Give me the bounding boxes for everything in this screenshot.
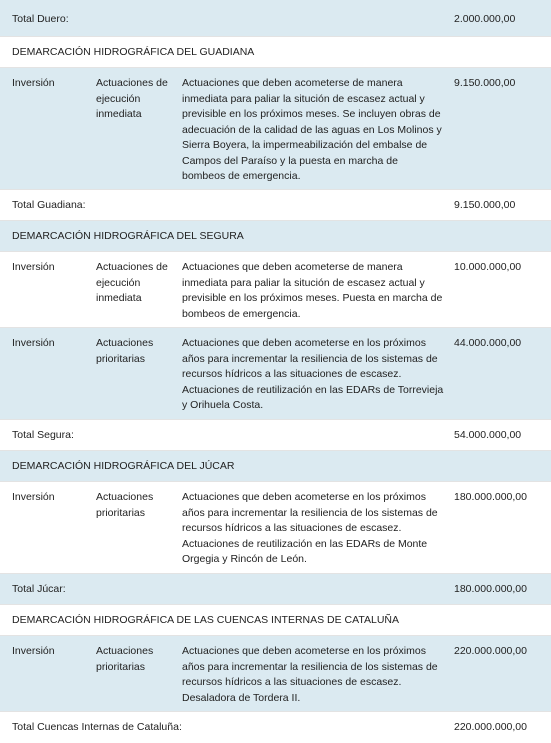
item-amount: 180.000.000,00 <box>454 491 527 503</box>
item-amount: 220.000.000,00 <box>454 645 527 657</box>
total-row <box>0 0 551 37</box>
item-row <box>0 328 551 420</box>
total-amount: 180.000.000,00 <box>454 583 527 595</box>
section-header-row <box>0 221 551 252</box>
section-title: DEMARCACIÓN HIDROGRÁFICA DEL JÚCAR <box>12 460 235 472</box>
item-action: Actuaciones prioritarias <box>96 337 154 365</box>
item-amount: 9.150.000,00 <box>454 77 516 89</box>
section-header-row <box>0 605 551 636</box>
section-title: DEMARCACIÓN HIDROGRÁFICA DEL SEGURA <box>12 230 244 242</box>
item-row <box>0 68 551 190</box>
item-description: Actuaciones que deben acometerse en los próximos años para incrementar la resiliencia de los sistemas de recursos hídricos a las situaciones de escasez. Actuaciones de reutilización en las EDARs de Monte Orgegia y Rincón de León. <box>182 491 438 565</box>
item-type: Inversión <box>12 77 55 89</box>
total-row <box>0 574 551 605</box>
item-description: Actuaciones que deben acometerse de manera inmediata para paliar la situción de escasez actual y previsible en los próximos meses. Puesta en marcha de bombeos de emergencia. <box>182 261 443 320</box>
section-title: DEMARCACIÓN HIDROGRÁFICA DEL GUADIANA <box>12 46 255 58</box>
total-amount: 54.000.000,00 <box>454 429 522 441</box>
item-row <box>0 636 551 712</box>
item-description: Actuaciones que deben acometerse de manera inmediata para paliar la situción de escasez actual y previsible en los próximos meses. Se incluyen obras de adecuación de la calidad de las aguas en Los Molinos y Sierra Boyera, la impermeabilización del embalse de Campos del Paraíso y la puesta en marcha de bombeos de emergencia. <box>182 77 442 182</box>
total-row <box>0 190 551 221</box>
item-description: Actuaciones que deben acometerse en los próximos años para incrementar la resiliencia de los sistemas de recursos hídricos a las situaciones de escasez. Desaladora de Tordera II. <box>182 645 438 704</box>
item-type: Inversión <box>12 645 55 657</box>
item-type: Inversión <box>12 261 55 273</box>
item-amount: 44.000.000,00 <box>454 337 522 349</box>
total-amount: 220.000.000,00 <box>454 721 527 733</box>
total-label: Total Duero: <box>12 13 69 25</box>
total-label: Total Júcar: <box>12 583 66 595</box>
section-header-row <box>0 37 551 68</box>
total-amount: 2.000.000,00 <box>454 13 516 25</box>
total-label: Total Segura: <box>12 429 74 441</box>
total-row <box>0 712 551 743</box>
item-amount: 10.000.000,00 <box>454 261 522 273</box>
item-type: Inversión <box>12 491 55 503</box>
section-header-row <box>0 451 551 482</box>
item-description: Actuaciones que deben acometerse en los próximos años para incrementar la resiliencia de los sistemas de recursos hídricos a las situaciones de escasez. Actuaciones de reutilización en las EDARs de Torrevieja y Orihuela Costa. <box>182 337 444 411</box>
total-amount: 9.150.000,00 <box>454 199 516 211</box>
section-title: DEMARCACIÓN HIDROGRÁFICA DE LAS CUENCAS INTERNAS DE CATALUÑA <box>12 614 400 626</box>
item-row <box>0 482 551 574</box>
total-row <box>0 420 551 451</box>
item-action: Actuaciones de ejecución inmediata <box>96 261 168 304</box>
total-label: Total Guadiana: <box>12 199 86 211</box>
item-row <box>0 252 551 328</box>
total-label: Total Cuencas Internas de Cataluña: <box>12 721 182 733</box>
item-type: Inversión <box>12 337 55 349</box>
item-action: Actuaciones prioritarias <box>96 491 154 519</box>
item-action: Actuaciones de ejecución inmediata <box>96 77 168 120</box>
item-action: Actuaciones prioritarias <box>96 645 154 673</box>
